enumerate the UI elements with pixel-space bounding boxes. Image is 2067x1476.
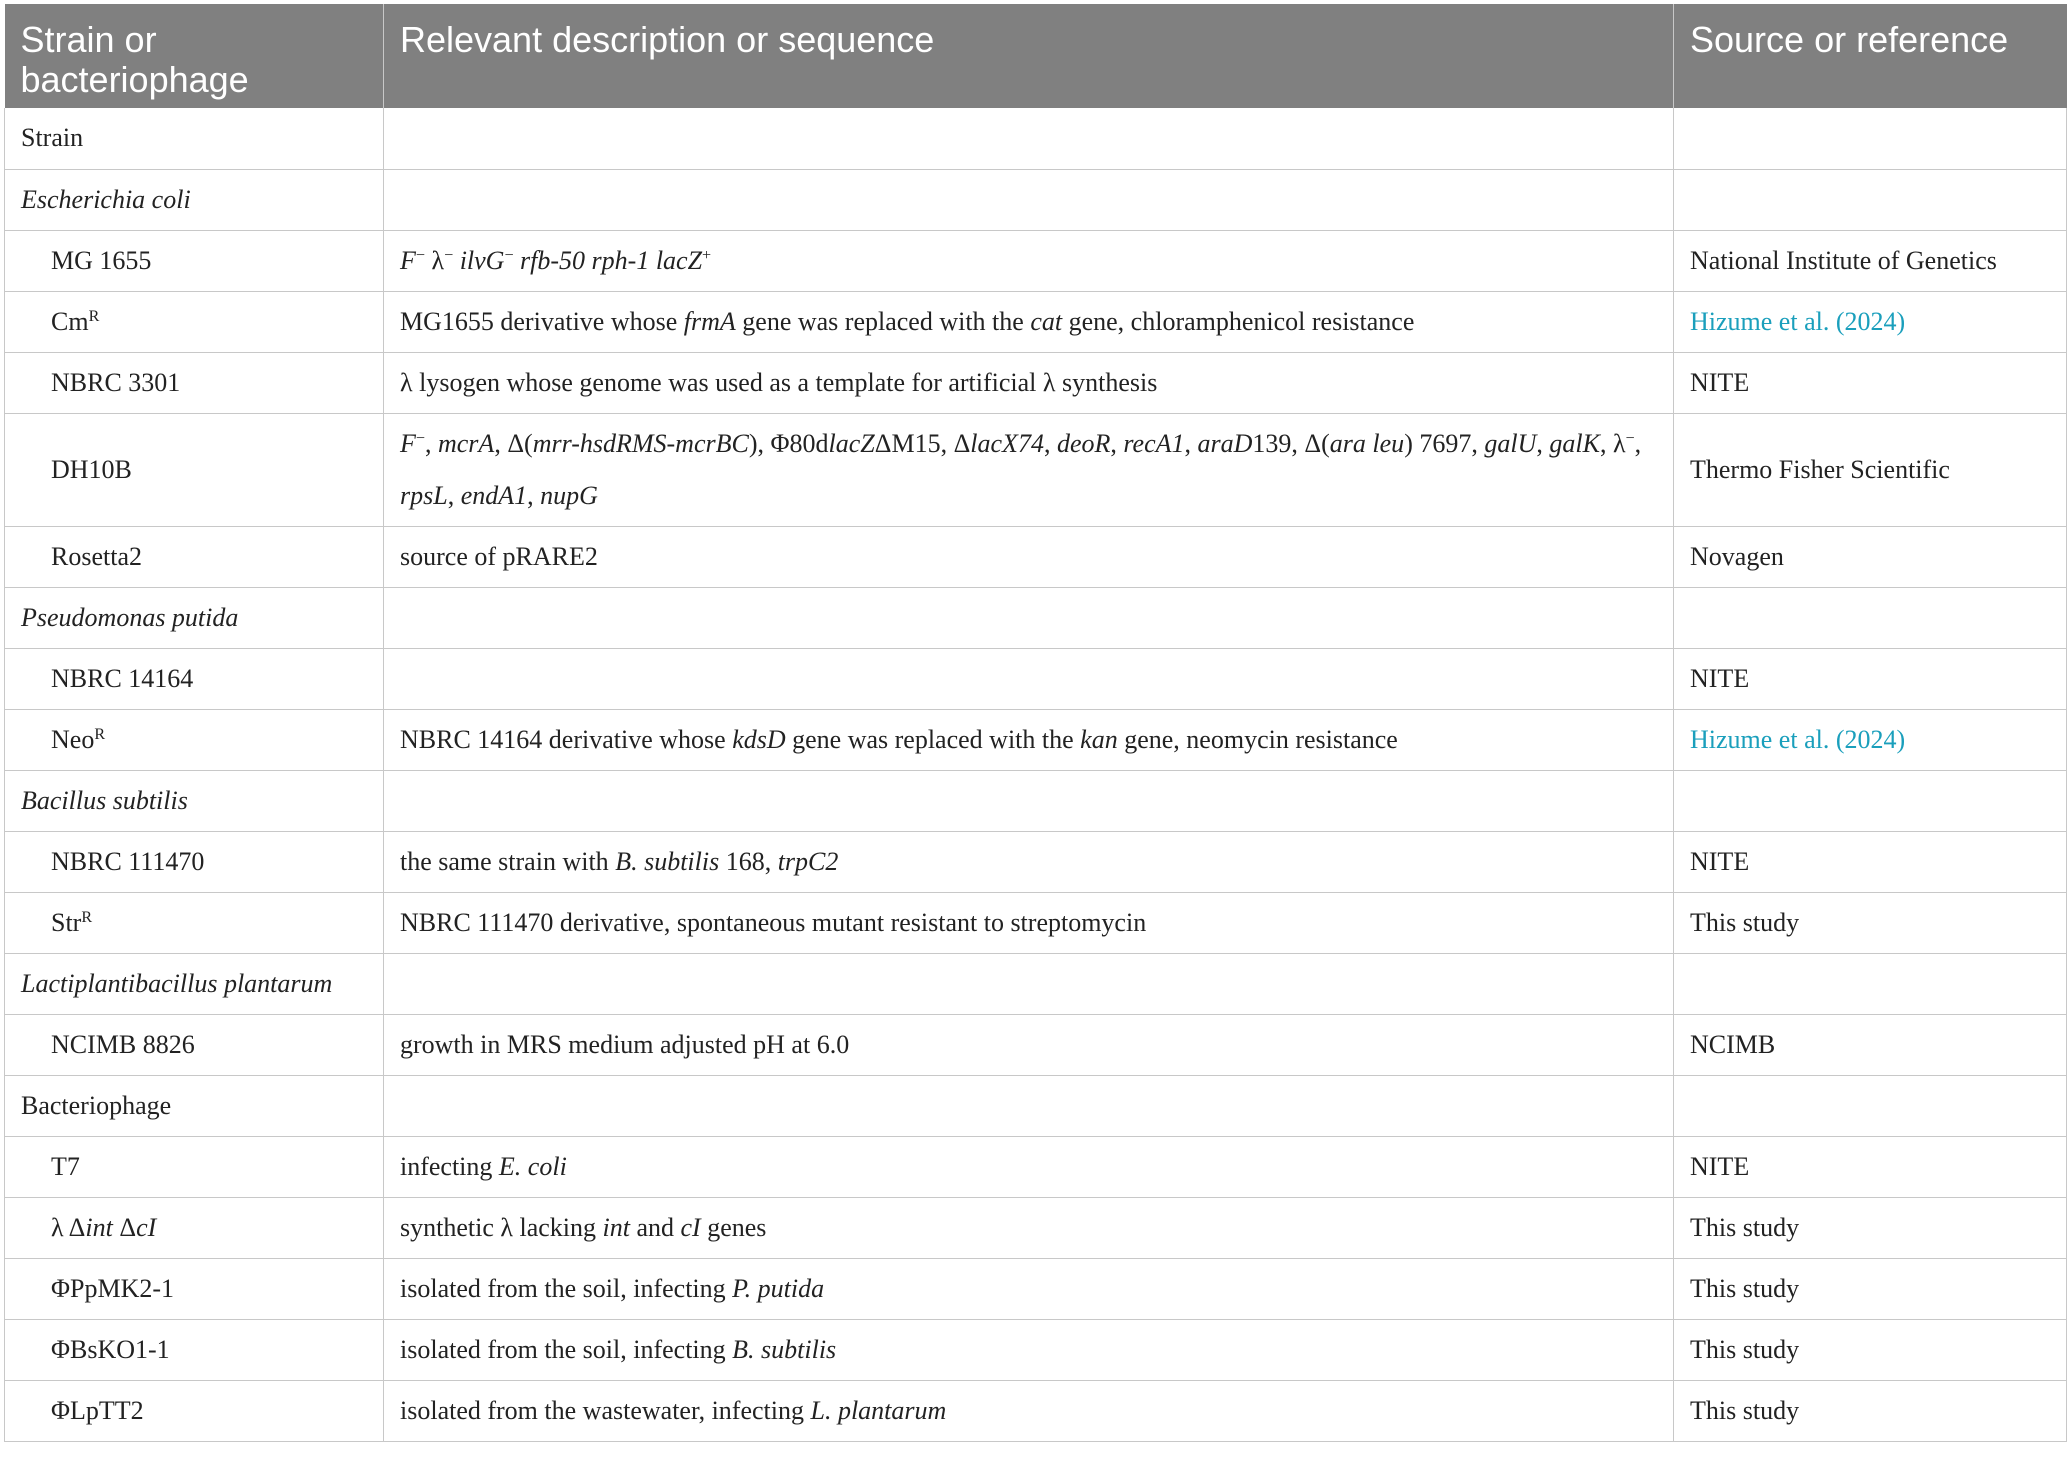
table-row [5,831,2067,892]
cell-source [1674,587,2067,648]
cell-description: F−, mcrA, Δ(mrr-hsdRMS-mcrBC), Φ80dlacZΔM15, ΔlacX74, deoR, recA1, araD139, Δ(ara leu) 7697, galU, galK, λ−, rpsL, endA1, nupG [384,413,1674,526]
cell-description [384,108,1674,169]
cell-source: NCIMB [1674,1014,2067,1075]
cell-description: source of pRARE2 [384,526,1674,587]
header-row [5,4,2067,108]
cell-description [384,587,1674,648]
cell-strain-name: ΦPpMK2-1 [5,1258,384,1319]
cell-description: synthetic λ lacking int and cI genes [384,1197,1674,1258]
cell-source: This study [1674,892,2067,953]
table-row [5,230,2067,291]
cell-source [1674,108,2067,169]
table-row [5,892,2067,953]
cell-description: NBRC 14164 derivative whose kdsD gene was replaced with the kan gene, neomycin resistance [384,709,1674,770]
cell-description: infecting E. coli [384,1136,1674,1197]
cell-source: This study [1674,1258,2067,1319]
table-row [5,709,2067,770]
cell-strain-name: Strain [5,108,384,169]
cell-strain-name: Pseudomonas putida [5,587,384,648]
cell-description: λ lysogen whose genome was used as a template for artificial λ synthesis [384,352,1674,413]
header-strain: Strain or bacteriophage [5,4,384,108]
cell-strain-name: ΦLpTT2 [5,1380,384,1441]
cell-source [1674,169,2067,230]
table-row [5,413,2067,526]
table-row [5,1014,2067,1075]
table-row [5,169,2067,230]
cell-source [1674,953,2067,1014]
cell-strain-name: T7 [5,1136,384,1197]
cell-description [384,648,1674,709]
table-row [5,953,2067,1014]
cell-source: NITE [1674,352,2067,413]
cell-strain-name: NCIMB 8826 [5,1014,384,1075]
cell-strain-name: λ Δint ΔcI [5,1197,384,1258]
cell-strain-name: ΦBsKO1-1 [5,1319,384,1380]
table-row [5,1075,2067,1136]
cell-strain-name: Bacillus subtilis [5,770,384,831]
cell-strain-name: Escherichia coli [5,169,384,230]
header-description: Relevant description or sequence [384,4,1674,108]
cell-description: MG1655 derivative whose frmA gene was replaced with the cat gene, chloramphenicol resistance [384,291,1674,352]
table-row [5,1136,2067,1197]
cell-strain-name: NBRC 3301 [5,352,384,413]
cell-source: This study [1674,1197,2067,1258]
cell-strain-name: Neo$^R$ [5,709,384,770]
table-row [5,526,2067,587]
cell-source [1674,770,2067,831]
table-row [5,352,2067,413]
table-row [5,648,2067,709]
table-body [5,108,2067,1441]
table-row [5,770,2067,831]
cell-strain-name: DH10B [5,413,384,526]
table-row [5,1380,2067,1441]
cell-source: Novagen [1674,526,2067,587]
cell-description [384,953,1674,1014]
cell-strain-name: Lactiplantibacillus plantarum [5,953,384,1014]
cell-source: This study [1674,1319,2067,1380]
table-row [5,291,2067,352]
cell-strain-name: Bacteriophage [5,1075,384,1136]
header-source: Source or reference [1674,4,2067,108]
cell-description [384,1075,1674,1136]
table-row [5,1258,2067,1319]
table-header [5,4,2067,108]
cell-strain-name: NBRC 14164 [5,648,384,709]
table-row [5,587,2067,648]
cell-strain-name: MG 1655 [5,230,384,291]
table-row [5,108,2067,169]
cell-description: growth in MRS medium adjusted pH at 6.0 [384,1014,1674,1075]
cell-strain-name: $Cm^R$ [5,291,384,352]
cell-source: NITE [1674,831,2067,892]
cell-description: isolated from the soil, infecting B. subtilis [384,1319,1674,1380]
cell-source: NITE [1674,1136,2067,1197]
reference-link[interactable]: Hizume et al. (2024) [1674,709,2067,770]
reference-link[interactable]: Hizume et al. (2024) [1674,291,2067,352]
table-row [5,1197,2067,1258]
cell-source: This study [1674,1380,2067,1441]
cell-description [384,770,1674,831]
cell-strain-name: Str$^R$ [5,892,384,953]
cell-description: isolated from the soil, infecting P. putida [384,1258,1674,1319]
cell-description [384,169,1674,230]
cell-source [1674,1075,2067,1136]
cell-description: isolated from the wastewater, infecting L. plantarum [384,1380,1674,1441]
cell-description: NBRC 111470 derivative, spontaneous mutant resistant to streptomycin [384,892,1674,953]
cell-description: F− λ− ilvG− rfb-50 rph-1 lacZ+ [384,230,1674,291]
cell-source: National Institute of Genetics [1674,230,2067,291]
strain-table [4,4,2067,1442]
cell-source: NITE [1674,648,2067,709]
table-row [5,1319,2067,1380]
cell-source: Thermo Fisher Scientific [1674,413,2067,526]
cell-description: the same strain with B. subtilis 168, trpC2 [384,831,1674,892]
cell-strain-name: Rosetta2 [5,526,384,587]
cell-strain-name: NBRC 111470 [5,831,384,892]
